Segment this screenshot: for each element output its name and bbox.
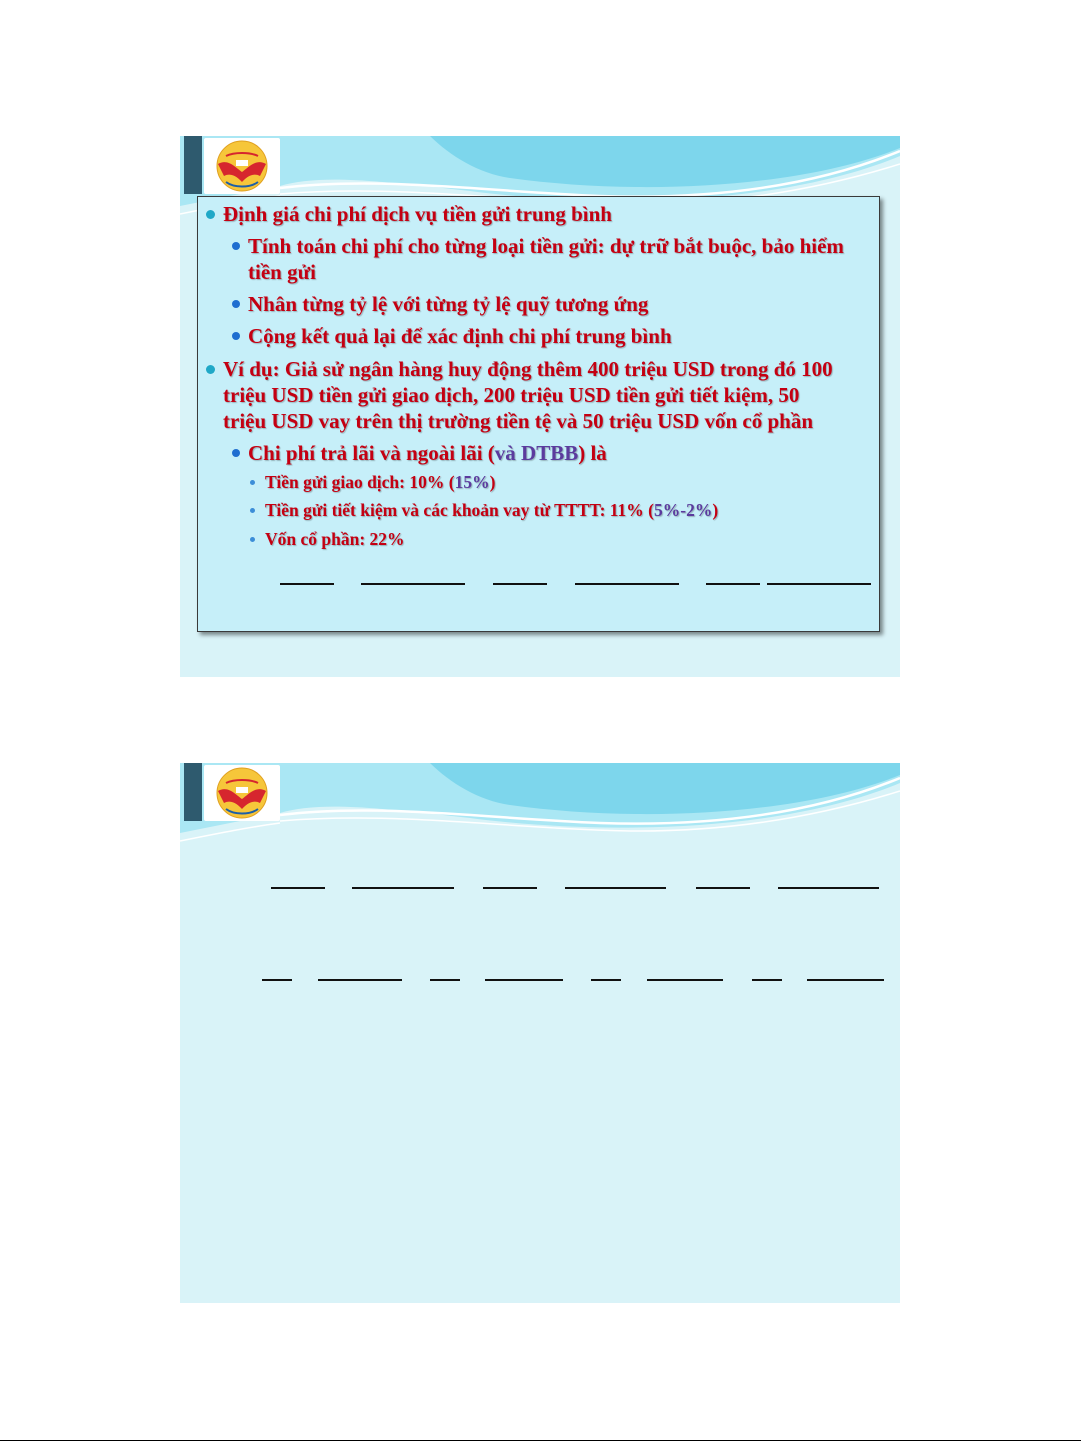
bullet-pricing-title: Định giá chi phí dịch vụ tiền gửi trung bình (223, 202, 612, 226)
fraction-line (485, 979, 563, 981)
content-box (197, 196, 880, 632)
bullet-dot-icon (232, 300, 240, 308)
fraction-line (565, 887, 666, 889)
fraction-line (752, 979, 782, 981)
highlight-dtbb: và DTBB (494, 441, 579, 465)
bullet-cost-calc-line1: Tính toán chi phí cho từng loại tiền gửi: dự trữ bắt buộc, bảo hiểm (248, 234, 844, 258)
fraction-line (361, 583, 465, 585)
example-line2: triệu USD tiền gửi giao dịch, 200 triệu USD tiền gửi tiết kiệm, 50 (223, 383, 800, 407)
fraction-line (696, 887, 750, 889)
bullet-dot-icon (250, 537, 255, 542)
example-line3: triệu USD vay trên thị trường tiền tệ và 50 triệu USD vốn cổ phần (223, 409, 814, 433)
bullet-multiply: Nhân từng tỷ lệ với từng tỷ lệ quỹ tương ứng (248, 292, 649, 316)
fraction-line (271, 887, 325, 889)
fraction-line (807, 979, 884, 981)
fraction-line (493, 583, 547, 585)
example-line1: Ví dụ: Giả sử ngân hàng huy động thêm 400 triệu USD trong đó 100 (223, 357, 833, 381)
fraction-line (778, 887, 879, 889)
bullet-dot-icon (232, 242, 240, 250)
bullet-cost-types: Chi phí trả lãi và ngoài lãi (và DTBB) là (248, 441, 607, 465)
fraction-line (483, 887, 537, 889)
sub-bullet-transaction: Tiền gửi giao dịch: 10% (15%) (265, 472, 496, 492)
fraction-line (647, 979, 723, 981)
slide-1 (180, 136, 900, 677)
bullet-dot-icon (206, 365, 215, 374)
university-logo-icon (204, 765, 280, 821)
bullet-dot-icon (250, 508, 255, 513)
fraction-line (318, 979, 402, 981)
fraction-line (430, 979, 460, 981)
title-accent-bar (184, 763, 202, 821)
fraction-line (767, 583, 871, 585)
fraction-line (706, 583, 760, 585)
bullet-cost-calc-line2: tiền gửi (248, 260, 317, 284)
sub-bullet-equity: Vốn cổ phần: 22% (265, 529, 405, 549)
bullet-dot-icon (206, 210, 215, 219)
wave-header-decoration (180, 763, 900, 853)
bullet-dot-icon (232, 449, 240, 457)
sub-bullet-savings: Tiền gửi tiết kiệm và các khoản vay từ TTTT: 11% (5%-2%) (265, 500, 719, 520)
fraction-line (352, 887, 454, 889)
bullet-dot-icon (250, 480, 255, 485)
fraction-line (591, 979, 621, 981)
university-logo-icon (204, 138, 280, 194)
fraction-line (575, 583, 679, 585)
fraction-line (262, 979, 292, 981)
title-accent-bar (184, 136, 202, 194)
bullet-dot-icon (232, 332, 240, 340)
slide-2 (180, 763, 900, 1303)
fraction-line (280, 583, 334, 585)
bullet-sum: Cộng kết quả lại để xác định chi phí trung bình (248, 324, 672, 348)
